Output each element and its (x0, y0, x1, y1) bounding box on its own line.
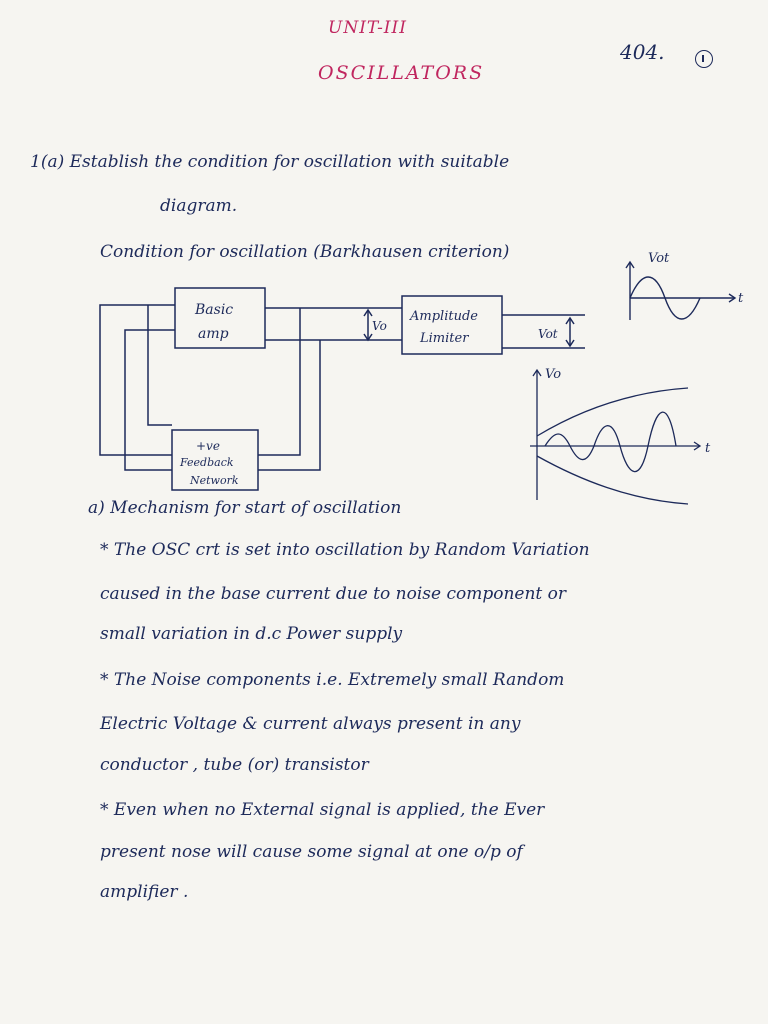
question-text-1: Establish the condition for oscillation with suitable (69, 152, 510, 172)
graph2-x-label: t (705, 441, 711, 456)
feedback-label-1: +ve (196, 439, 220, 453)
question-line-2: diagram. (160, 196, 238, 216)
bullet-1-line-3: small variation in d.c Power supply (100, 624, 403, 644)
bullet-3-line-3: amplifier . (100, 882, 189, 902)
limiter-label-2: Limiter (420, 331, 469, 346)
bullet-3-line-2: present nose will cause some signal at one o/p of (100, 842, 523, 862)
graph1-x-label: t (738, 291, 744, 306)
basic-amp-label-2: amp (198, 326, 229, 342)
mechanism-heading: a) Mechanism for start of oscillation (88, 498, 402, 518)
bullet-2-line-3: conductor , tube (or) transistor (100, 755, 369, 775)
output-sine-graph (626, 262, 735, 320)
limiter-label-1: Amplitude (410, 309, 478, 324)
bullet-3-line-1: * Even when no External signal is applied, the Ever (100, 800, 545, 820)
graph1-y-label: Vot (648, 251, 670, 266)
question-number: 1(a) (30, 152, 65, 172)
bullet-1-line-2: caused in the base current due to noise component or (100, 584, 567, 604)
unit-heading: UNIT-III (328, 18, 407, 38)
feedback-label-3: Network (190, 474, 239, 487)
outer-wire-left (100, 305, 175, 455)
section-heading: Condition for oscillation (Barkhausen criterion) (100, 242, 510, 262)
vot-label: Vot (538, 327, 558, 341)
bullet-2-line-1: * The Noise components i.e. Extremely small Random (100, 670, 565, 690)
page-number: 404. (620, 40, 665, 64)
bullet-2-line-2: Electric Voltage & current always present in any (100, 714, 521, 734)
basic-amp-label-1: Basic (195, 302, 234, 318)
growing-oscillation-graph (530, 370, 700, 504)
bullet-1-line-1: * The OSC crt is set into oscillation by Random Variation (100, 540, 590, 560)
page-title: OSCILLATORS (318, 62, 485, 84)
vo-label: Vo (372, 319, 387, 333)
graph2-y-label: Vo (545, 367, 562, 382)
inner-wire-left (125, 330, 175, 470)
feedback-label-2: Feedback (180, 456, 234, 469)
